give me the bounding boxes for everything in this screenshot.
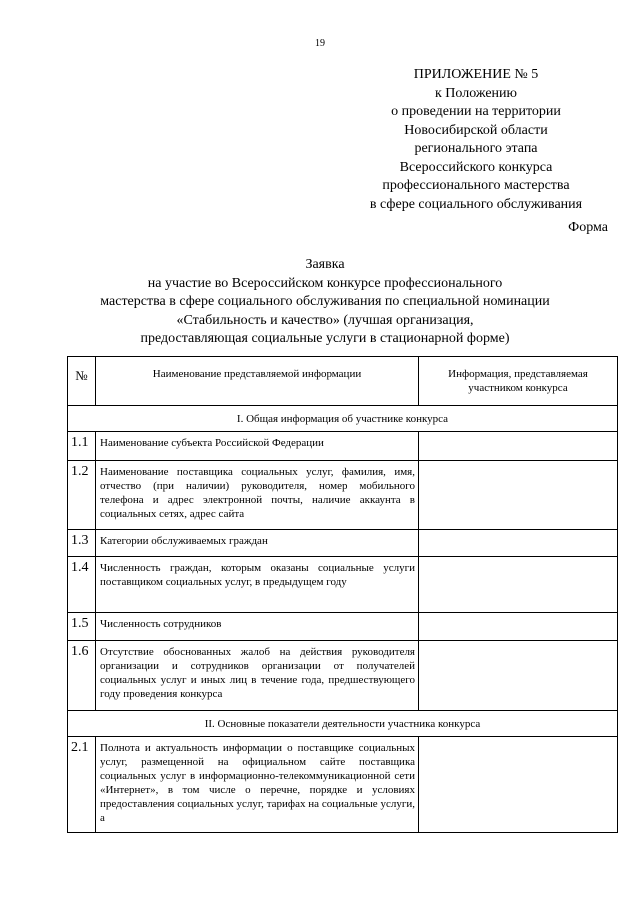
appendix-line: регионального этапа [414,141,538,156]
section-title: I. Общая информация об участнике конкурса [68,406,618,432]
row-number: 2.1 [68,737,96,833]
row-number: 1.4 [68,557,96,613]
row-info-cell [419,432,618,461]
row-number: 1.1 [68,432,96,461]
form-label: Форма [568,220,608,235]
page-number: 19 [315,38,325,49]
title-line: «Стабильность и качество» (лучшая организация, [176,312,474,328]
table-row [68,641,618,711]
title-line: Заявка [305,257,345,272]
row-info-cell [419,461,618,530]
appendix-line: Новосибирской области [404,122,548,138]
appendix-line: Всероссийского конкурса [399,159,553,175]
table-row [68,737,618,833]
title-line: на участие во Всероссийском конкурсе профессионального [147,275,503,291]
appendix-line: к Положению [434,85,517,101]
header-name: Наименование представляемой информации [96,357,419,406]
row-info-cell [419,613,618,641]
appendix-line: ПРИЛОЖЕНИЕ № 5 [413,67,539,82]
table-row [68,432,618,461]
appendix-line: о проведении на территории [391,104,561,119]
row-info-cell [419,557,618,613]
document-title [60,256,590,349]
appendix-line: в сфере социального обслуживания [369,196,583,212]
row-info-cell [419,641,618,711]
appendix-line: профессионального мастерства [382,178,570,193]
row-text: Категории обслуживаемых граждан [96,530,419,557]
application-table [67,356,618,833]
header-info: Информация, представляемая участником конкурса [419,357,618,406]
table-row [68,613,618,641]
table-row [68,557,618,613]
section-row [68,711,618,737]
title-line: предоставляющая социальные услуги в стационарной форме) [140,331,510,346]
header-number: № [68,357,96,406]
table-row [68,461,618,530]
row-text: Наименование поставщика социальных услуг, фамилия, имя, отчество (при наличии) руководителя, номер мобильного телефона и адрес электронной почты, наличие аккаунта в социальных сетях, адрес сайта [96,461,419,530]
row-text: Наименование субъекта Российской Федерации [96,432,419,461]
appendix-header [336,66,616,214]
row-number: 1.2 [68,461,96,530]
row-text: Отсутствие обоснованных жалоб на действия руководителя организации и сотрудников организации от получателей социальных услуг и иных лиц в течение года, предшествующего году проведения конкурса [96,641,419,711]
section-row [68,406,618,432]
row-number: 1.3 [68,530,96,557]
table-row [68,530,618,557]
row-text: Численность сотрудников [96,613,419,641]
row-text: Численность граждан, которым оказаны социальные услуги поставщиком социальных услуг, в предыдущем году [96,557,419,613]
title-line: мастерства в сфере социального обслуживания по специальной номинации [100,294,550,309]
row-number: 1.5 [68,613,96,641]
section-title: II. Основные показатели деятельности участника конкурса [68,711,618,737]
row-text: Полнота и актуальность информации о поставщике социальных услуг, размещенной на официальном сайте поставщика социальных услуг в информационно-телекоммуникационной сети «Интернет», в том числе о перечне, порядке и условиях предоставления социальных услуг, тарифах на социальные услуги, а [96,737,419,833]
row-info-cell [419,530,618,557]
row-number: 1.6 [68,641,96,711]
row-info-cell [419,737,618,833]
table-header-row [68,357,618,406]
